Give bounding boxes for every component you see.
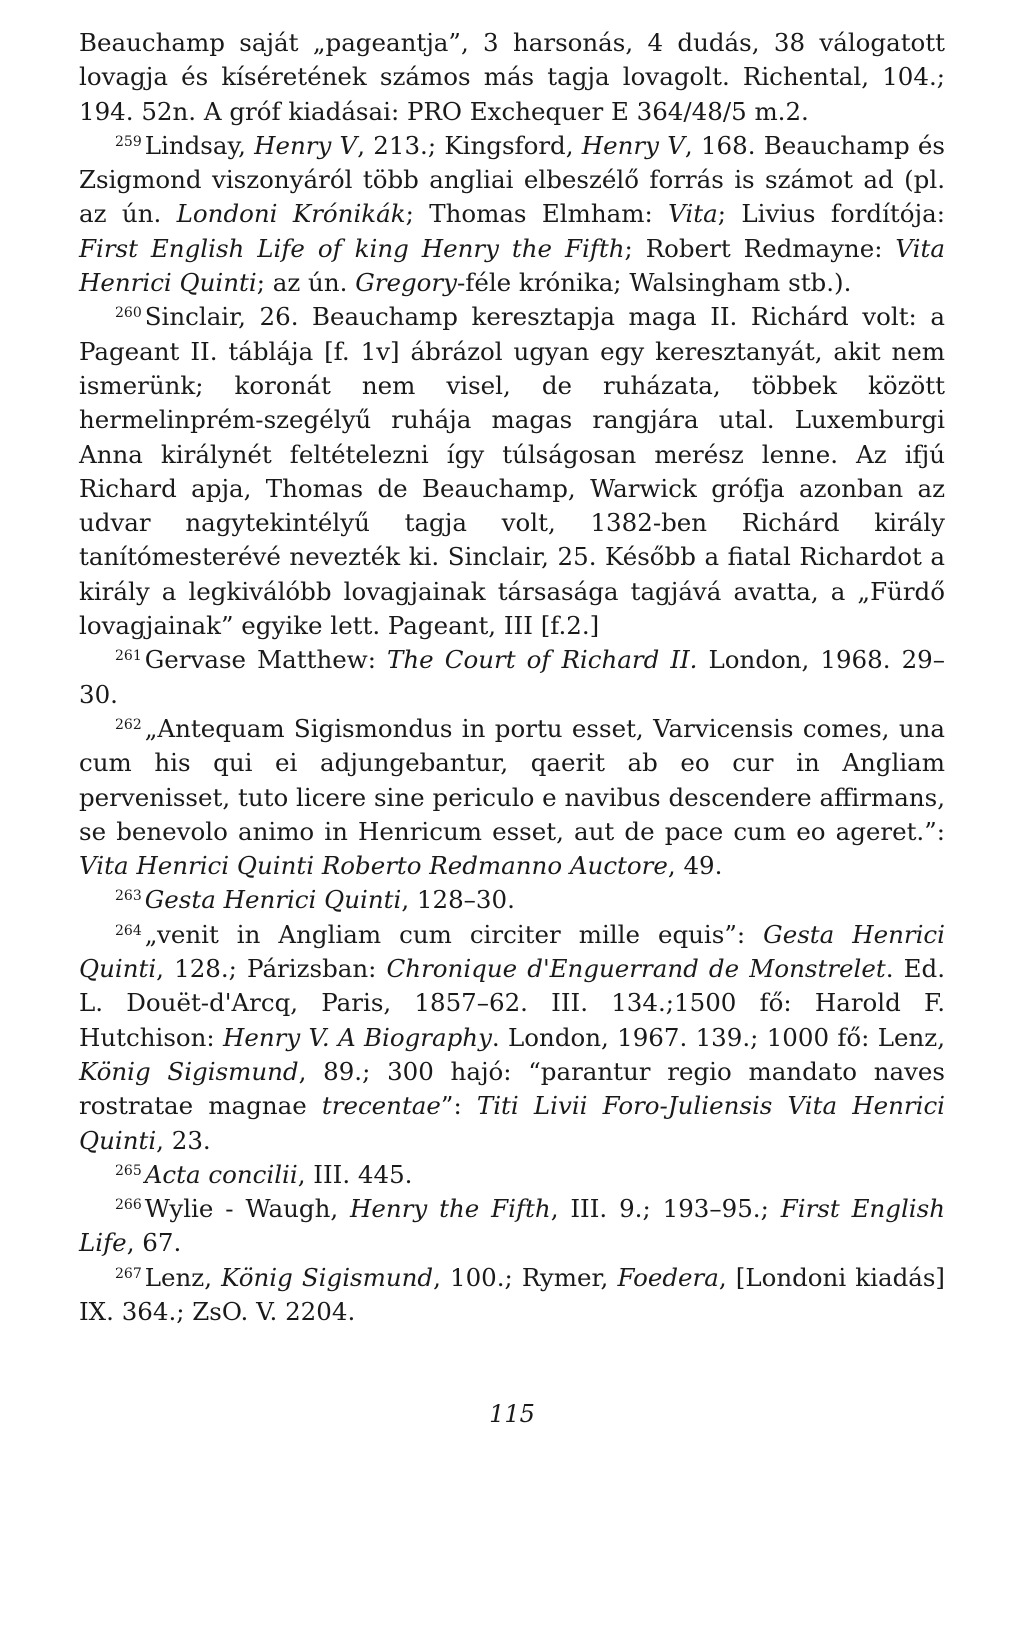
italic-text-run: König Sigismund (79, 1056, 299, 1086)
text-run: ”: (440, 1091, 477, 1121)
text-run: „venit in Angliam cum circiter mille equis”: (144, 919, 764, 949)
italic-text-run: König Sigismund (221, 1262, 434, 1292)
italic-text-run: Henry V. A Biography (223, 1022, 492, 1052)
text-run: , 67. (126, 1228, 182, 1258)
footnotes-block (79, 26, 945, 1329)
text-run: Sinclair, 26. Beauchamp keresztapja maga II. Richárd volt: a Pageant II. táblája [f. 1v] ábrázol ugyan egy keresztanyát, akit nem ismerünk; koronát nem visel, de ruházata, többek között hermelinprém-szegélyű ruhája magas rangjára utal. Luxemburgi Anna királynét feltételezni így túlságosan merész lenne. Az ifjú Richard apja, Thomas de Beauchamp, Warwick grófja azonban az udvar nagytekintélyű tagja volt, 1382-ben Richárd király tanítómesterévé nevezték ki. Sinclair, 25. Később a fiatal Richardot a király a legkiválóbb lovagjainak társasága tagjává avatta, a „Fürdő lovagjainak” egyike lett. Pageant, III [f.2.] (79, 302, 945, 641)
text-run: , 89.; 300 hajó: “parantur regio mandato naves rostratae magnae (79, 1056, 945, 1121)
italic-text-run: Henry V (581, 130, 685, 160)
text-run: , 213.; Kingsford, (357, 130, 582, 160)
text-run: , 128.; Párizsban: (156, 954, 387, 984)
text-run: ; Robert Redmayne: (624, 233, 896, 263)
text-run: ; az ún. (256, 268, 356, 298)
footnote-number: 265 (115, 1162, 142, 1179)
text-run: London, 1968. 29–30. (79, 645, 945, 709)
footnote-paragraph (79, 918, 945, 1158)
text-run: , 49. (667, 851, 723, 881)
italic-text-run: Henry the Fifth (350, 1194, 551, 1224)
text-run: , III. 445. (297, 1159, 413, 1189)
italic-text-run: Chronique d'Enguerrand de Monstrelet (386, 954, 886, 984)
text-run: , III. 9.; 193–95.; (550, 1194, 781, 1224)
footnote-paragraph (79, 1158, 945, 1192)
text-run: ; Livius fordítója: (717, 199, 945, 229)
footnote-paragraph (79, 643, 945, 712)
footnote-number: 266 (115, 1197, 142, 1214)
text-run: . London, 1967. 139.; 1000 fő: Lenz, (491, 1022, 945, 1052)
footnote-number: 259 (115, 133, 142, 150)
footnote-paragraph (79, 1192, 945, 1261)
text-run: Gervase Matthew: (144, 645, 388, 675)
text-run: , 100.; Rymer, (433, 1262, 618, 1292)
italic-text-run: Gesta Henrici Quinti (79, 919, 945, 984)
text-run: -féle krónika; Walsingham stb.). (456, 268, 852, 298)
text-run: , 128–30. (401, 885, 515, 915)
italic-text-run: Vita Henrici Quinti (79, 233, 945, 298)
footnote-paragraph (79, 883, 945, 917)
footnote-number: 267 (115, 1265, 142, 1282)
footnote-number: 264 (115, 922, 142, 939)
italic-text-run: Vita Henrici Quinti Roberto Redmanno Auctore (79, 851, 668, 881)
text-run: , 23. (156, 1125, 211, 1155)
italic-text-run: First English Life of king Henry the Fifth (79, 233, 625, 263)
footnote-number: 261 (115, 648, 142, 665)
text-run: Lenz, (144, 1262, 222, 1292)
footnote-paragraph (79, 300, 945, 643)
text-run: Beauchamp saját „pageantja”, 3 harsonás, 4 dudás, 38 válogatott lovagja és kíséretének számos más tagja lovagolt. Richental, 104.; 194. 52n. A gróf kiadásai: PRO Exchequer E 364/48/5 m.2. (79, 28, 945, 126)
text-run: Lindsay, (144, 130, 255, 160)
italic-text-run: trecentae (321, 1091, 441, 1121)
text-run: , 168. Beauchamp és Zsigmond viszonyáról több angliai elbeszélő forrás is számot ad (pl. az ún. (79, 130, 945, 229)
italic-text-run: Londoni Krónikák (176, 199, 406, 229)
text-run: ; Thomas Elmham: (405, 199, 669, 229)
text-run: , [Londoni kiadás] IX. 364.; ZsO. V. 2204. (79, 1262, 945, 1326)
footnote-paragraph (79, 712, 945, 883)
italic-text-run: The Court of Richard II. (387, 645, 698, 675)
footnote-paragraph (79, 1261, 945, 1330)
italic-text-run: Gregory (355, 268, 457, 298)
text-run: „Antequam Sigismondus in portu esset, Varvicensis comes, una cum his qui ei adjungebantur, qaerit ab eo cur in Angliam pervenisset, tuto licere sine periculo e navibus descendere affirmans, se benevolo animo in Henricum esset, aut de pace cum eo ageret.”: (79, 713, 945, 846)
footnote-number: 262 (115, 716, 142, 733)
italic-text-run: Foedera (617, 1262, 719, 1292)
page-number: 115 (489, 1400, 535, 1428)
italic-text-run: First English Life (79, 1194, 945, 1258)
italic-text-run: Gesta Henrici Quinti (144, 885, 402, 915)
footnote-number: 260 (115, 305, 142, 322)
text-run: Wylie - Waugh, (144, 1194, 351, 1224)
footnote-paragraph (79, 26, 945, 129)
footnote-paragraph (79, 129, 945, 300)
italic-text-run: Titi Livii Foro-Juliensis Vita Henrici Quinti (79, 1091, 946, 1155)
italic-text-run: Vita (668, 199, 718, 229)
footnote-number: 263 (115, 888, 142, 905)
italic-text-run: Henry V (254, 130, 358, 160)
italic-text-run: Acta concilii (144, 1159, 298, 1189)
text-run: . Ed. L. Douët-d'Arcq, Paris, 1857–62. III. 134.;1500 fő: Harold F. Hutchison: (79, 954, 945, 1052)
